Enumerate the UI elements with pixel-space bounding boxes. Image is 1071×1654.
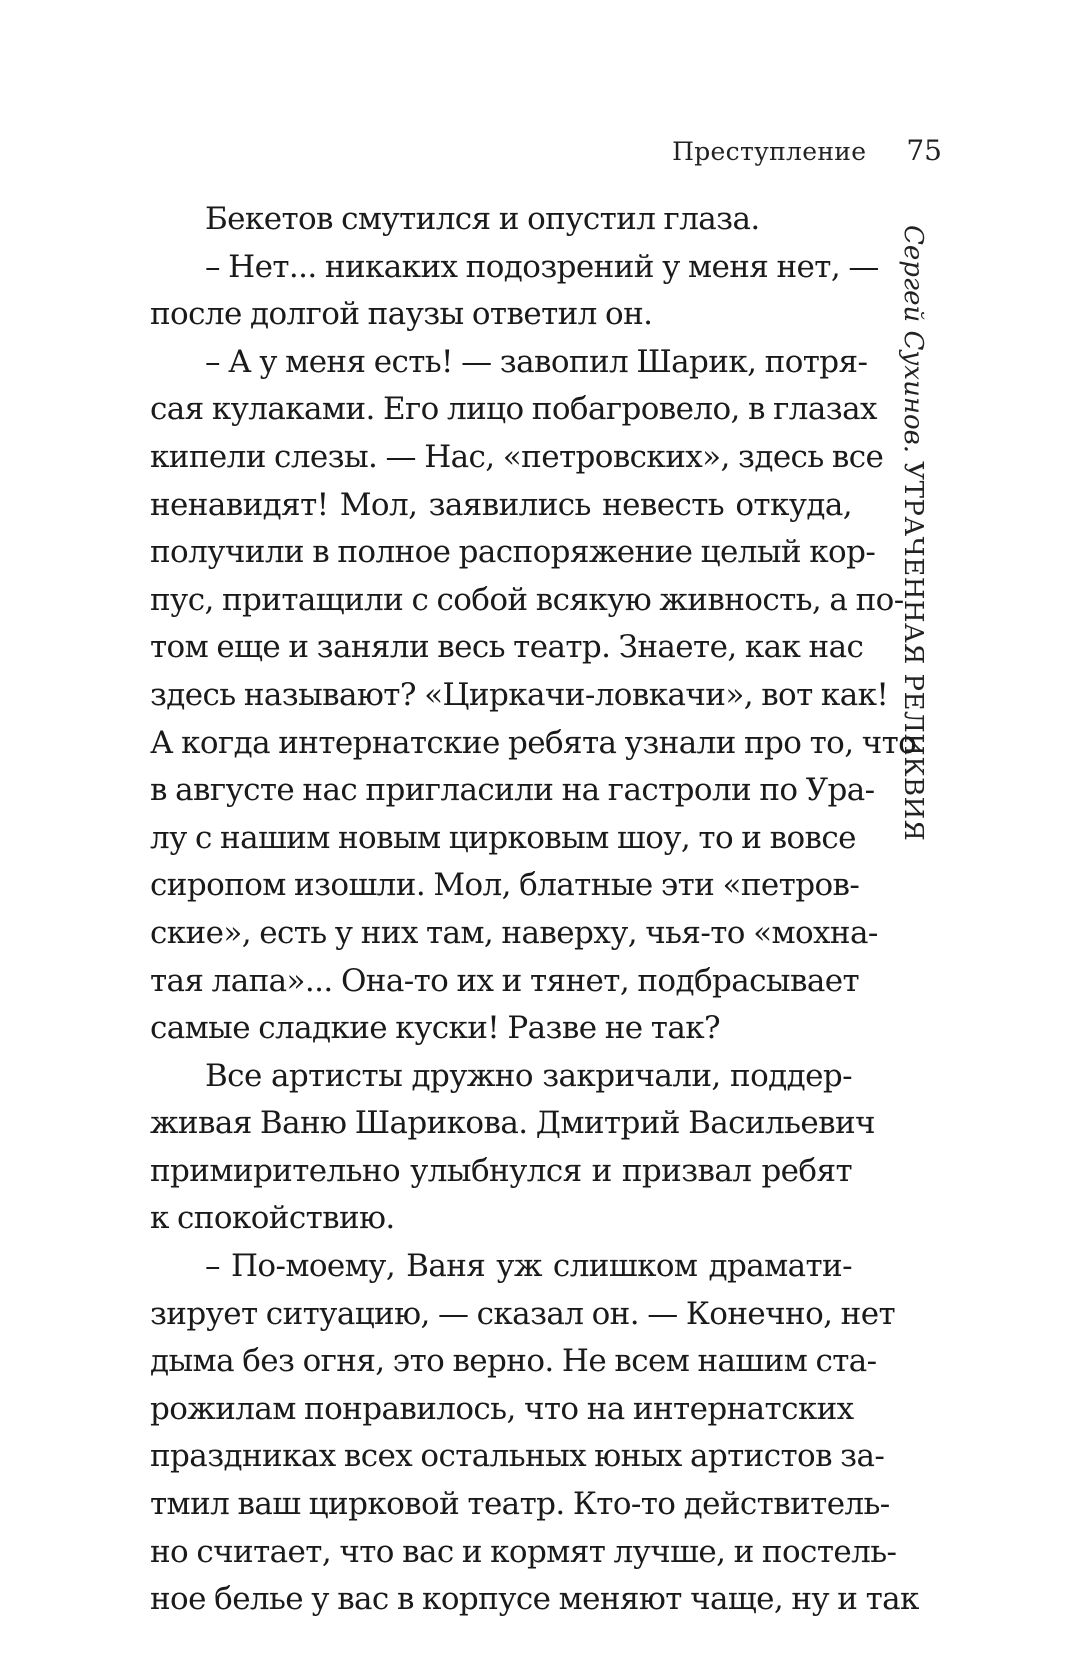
text-line: лу с нашим новым цирковым шоу, то и вовсе <box>150 819 856 856</box>
text-line: примирительно улыбнулся и призвал ребят <box>150 1152 852 1189</box>
text-line: ские», есть у них там, наверху, чья-то «мохна- <box>150 914 878 951</box>
text-line: самые сладкие куски! Разве не так? <box>150 1010 721 1047</box>
text-line: ненавидят! Мол, заявились невесть откуда, <box>150 486 852 523</box>
text-line: ное белье у вас в корпусе меняют чаще, ну и так <box>150 1581 919 1618</box>
text-line: – Нет... никаких подозрений у меня нет, — <box>205 248 879 285</box>
text-line: живая Ваню Шарикова. Дмитрий Васильевич <box>150 1105 875 1142</box>
text-line: после долгой паузы ответил он. <box>150 296 653 333</box>
text-line: сая кулаками. Его лицо побагровело, в глазах <box>150 391 877 428</box>
text-line: в августе нас пригласили на гастроли по Ура- <box>150 772 875 809</box>
text-line: – По-моему, Ваня уж слишком драмати- <box>205 1248 852 1285</box>
text-line: к спокойствию. <box>150 1200 395 1237</box>
text-line: Все артисты дружно закричали, поддер- <box>205 1057 852 1094</box>
text-line: сиропом изошли. Мол, блатные эти «петров- <box>150 867 860 904</box>
text-line: дыма без огня, это верно. Не всем нашим ста- <box>150 1343 877 1380</box>
text-line: А когда интернатские ребята узнали про то, что <box>150 724 917 761</box>
text-line: том еще и заняли весь театр. Знаете, как нас <box>150 629 864 666</box>
running-title: Преступление <box>672 137 867 166</box>
book-title: УТРАЧЕННАЯ РЕЛИКВИЯ <box>898 461 928 842</box>
text-line: кипели слезы. — Нас, «петровских», здесь все <box>150 438 884 475</box>
book-author: Сергей Сухинов. <box>898 225 928 454</box>
running-head <box>560 134 942 170</box>
text-line: тмил ваш цирковой театр. Кто-то действитель- <box>150 1486 890 1523</box>
vertical-book-title <box>883 225 943 842</box>
text-line: Бекетов смутился и опустил глаза. <box>205 201 760 237</box>
text-line: здесь называют? «Циркачи-ловкачи», вот как! <box>150 676 889 713</box>
page-number: 75 <box>906 134 942 167</box>
text-line: зирует ситуацию, — сказал он. — Конечно, нет <box>150 1295 896 1332</box>
text-line: получили в полное распоряжение целый кор- <box>150 534 876 571</box>
text-line: – А у меня есть! — завопил Шарик, потря- <box>205 343 868 380</box>
text-line: праздниках всех остальных юных артистов за- <box>150 1438 885 1475</box>
text-line: пус, притащили с собой всякую живность, а по- <box>150 581 904 618</box>
text-line: тая лапа»... Она-то их и тянет, подбрасывает <box>150 962 859 999</box>
text-line: но считает, что вас и кормят лучше, и постель- <box>150 1533 897 1570</box>
text-line: рожилам понравилось, что на интернатских <box>150 1390 854 1427</box>
